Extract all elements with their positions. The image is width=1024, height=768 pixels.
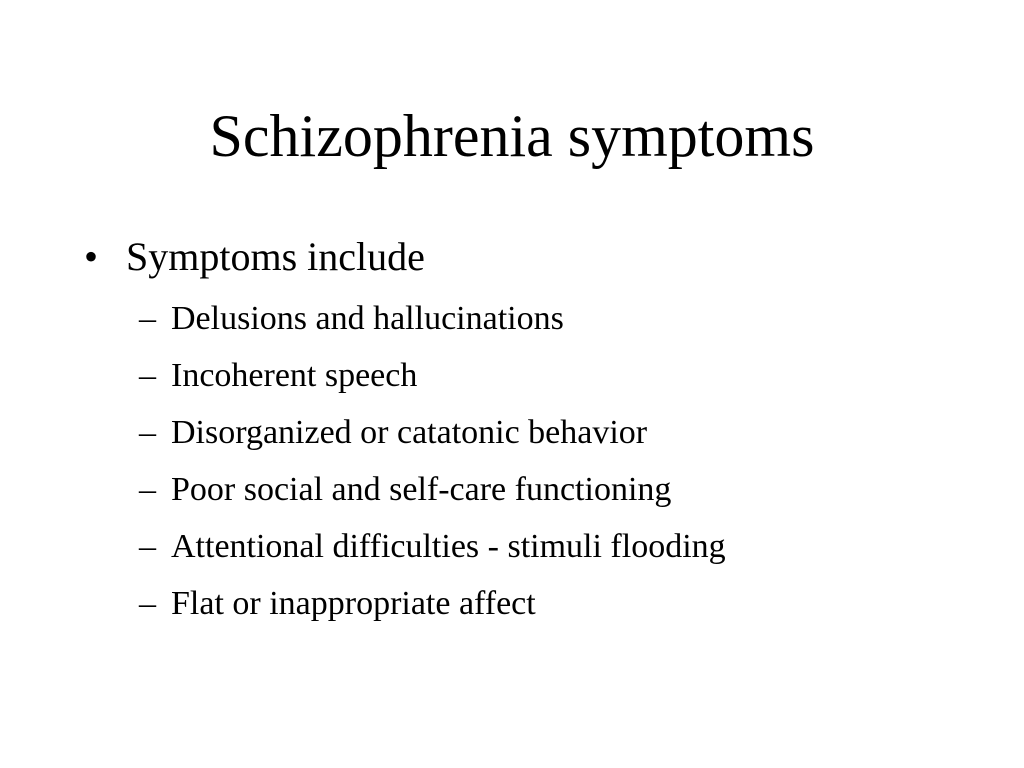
bullet-item [84, 231, 425, 283]
sub-bullet-marker: – [139, 471, 156, 508]
sub-bullet-text: Incoherent speech [171, 357, 418, 394]
sub-bullet-item [139, 468, 726, 525]
sub-bullet-marker: – [139, 585, 156, 622]
sub-bullet-item [139, 297, 726, 354]
sub-bullet-item [139, 582, 726, 639]
sub-bullet-list [139, 297, 726, 639]
slide-title: Schizophrenia symptoms [209, 103, 815, 169]
sub-bullet-text: Poor social and self-care functioning [171, 471, 672, 508]
sub-bullet-marker: – [139, 528, 156, 565]
sub-bullet-text: Attentional difficulties - stimuli flooding [171, 528, 726, 565]
sub-bullet-item [139, 525, 726, 582]
bullet-marker: • [84, 234, 99, 279]
sub-bullet-text: Delusions and hallucinations [171, 300, 564, 337]
sub-bullet-text: Disorganized or catatonic behavior [171, 414, 648, 451]
sub-bullet-marker: – [139, 357, 156, 394]
sub-bullet-marker: – [139, 414, 156, 451]
sub-bullet-marker: – [139, 300, 156, 337]
sub-bullet-item [139, 411, 726, 468]
sub-bullet-item [139, 354, 726, 411]
bullet-text: Symptoms include [126, 234, 425, 279]
sub-bullet-text: Flat or inappropriate affect [171, 585, 536, 622]
